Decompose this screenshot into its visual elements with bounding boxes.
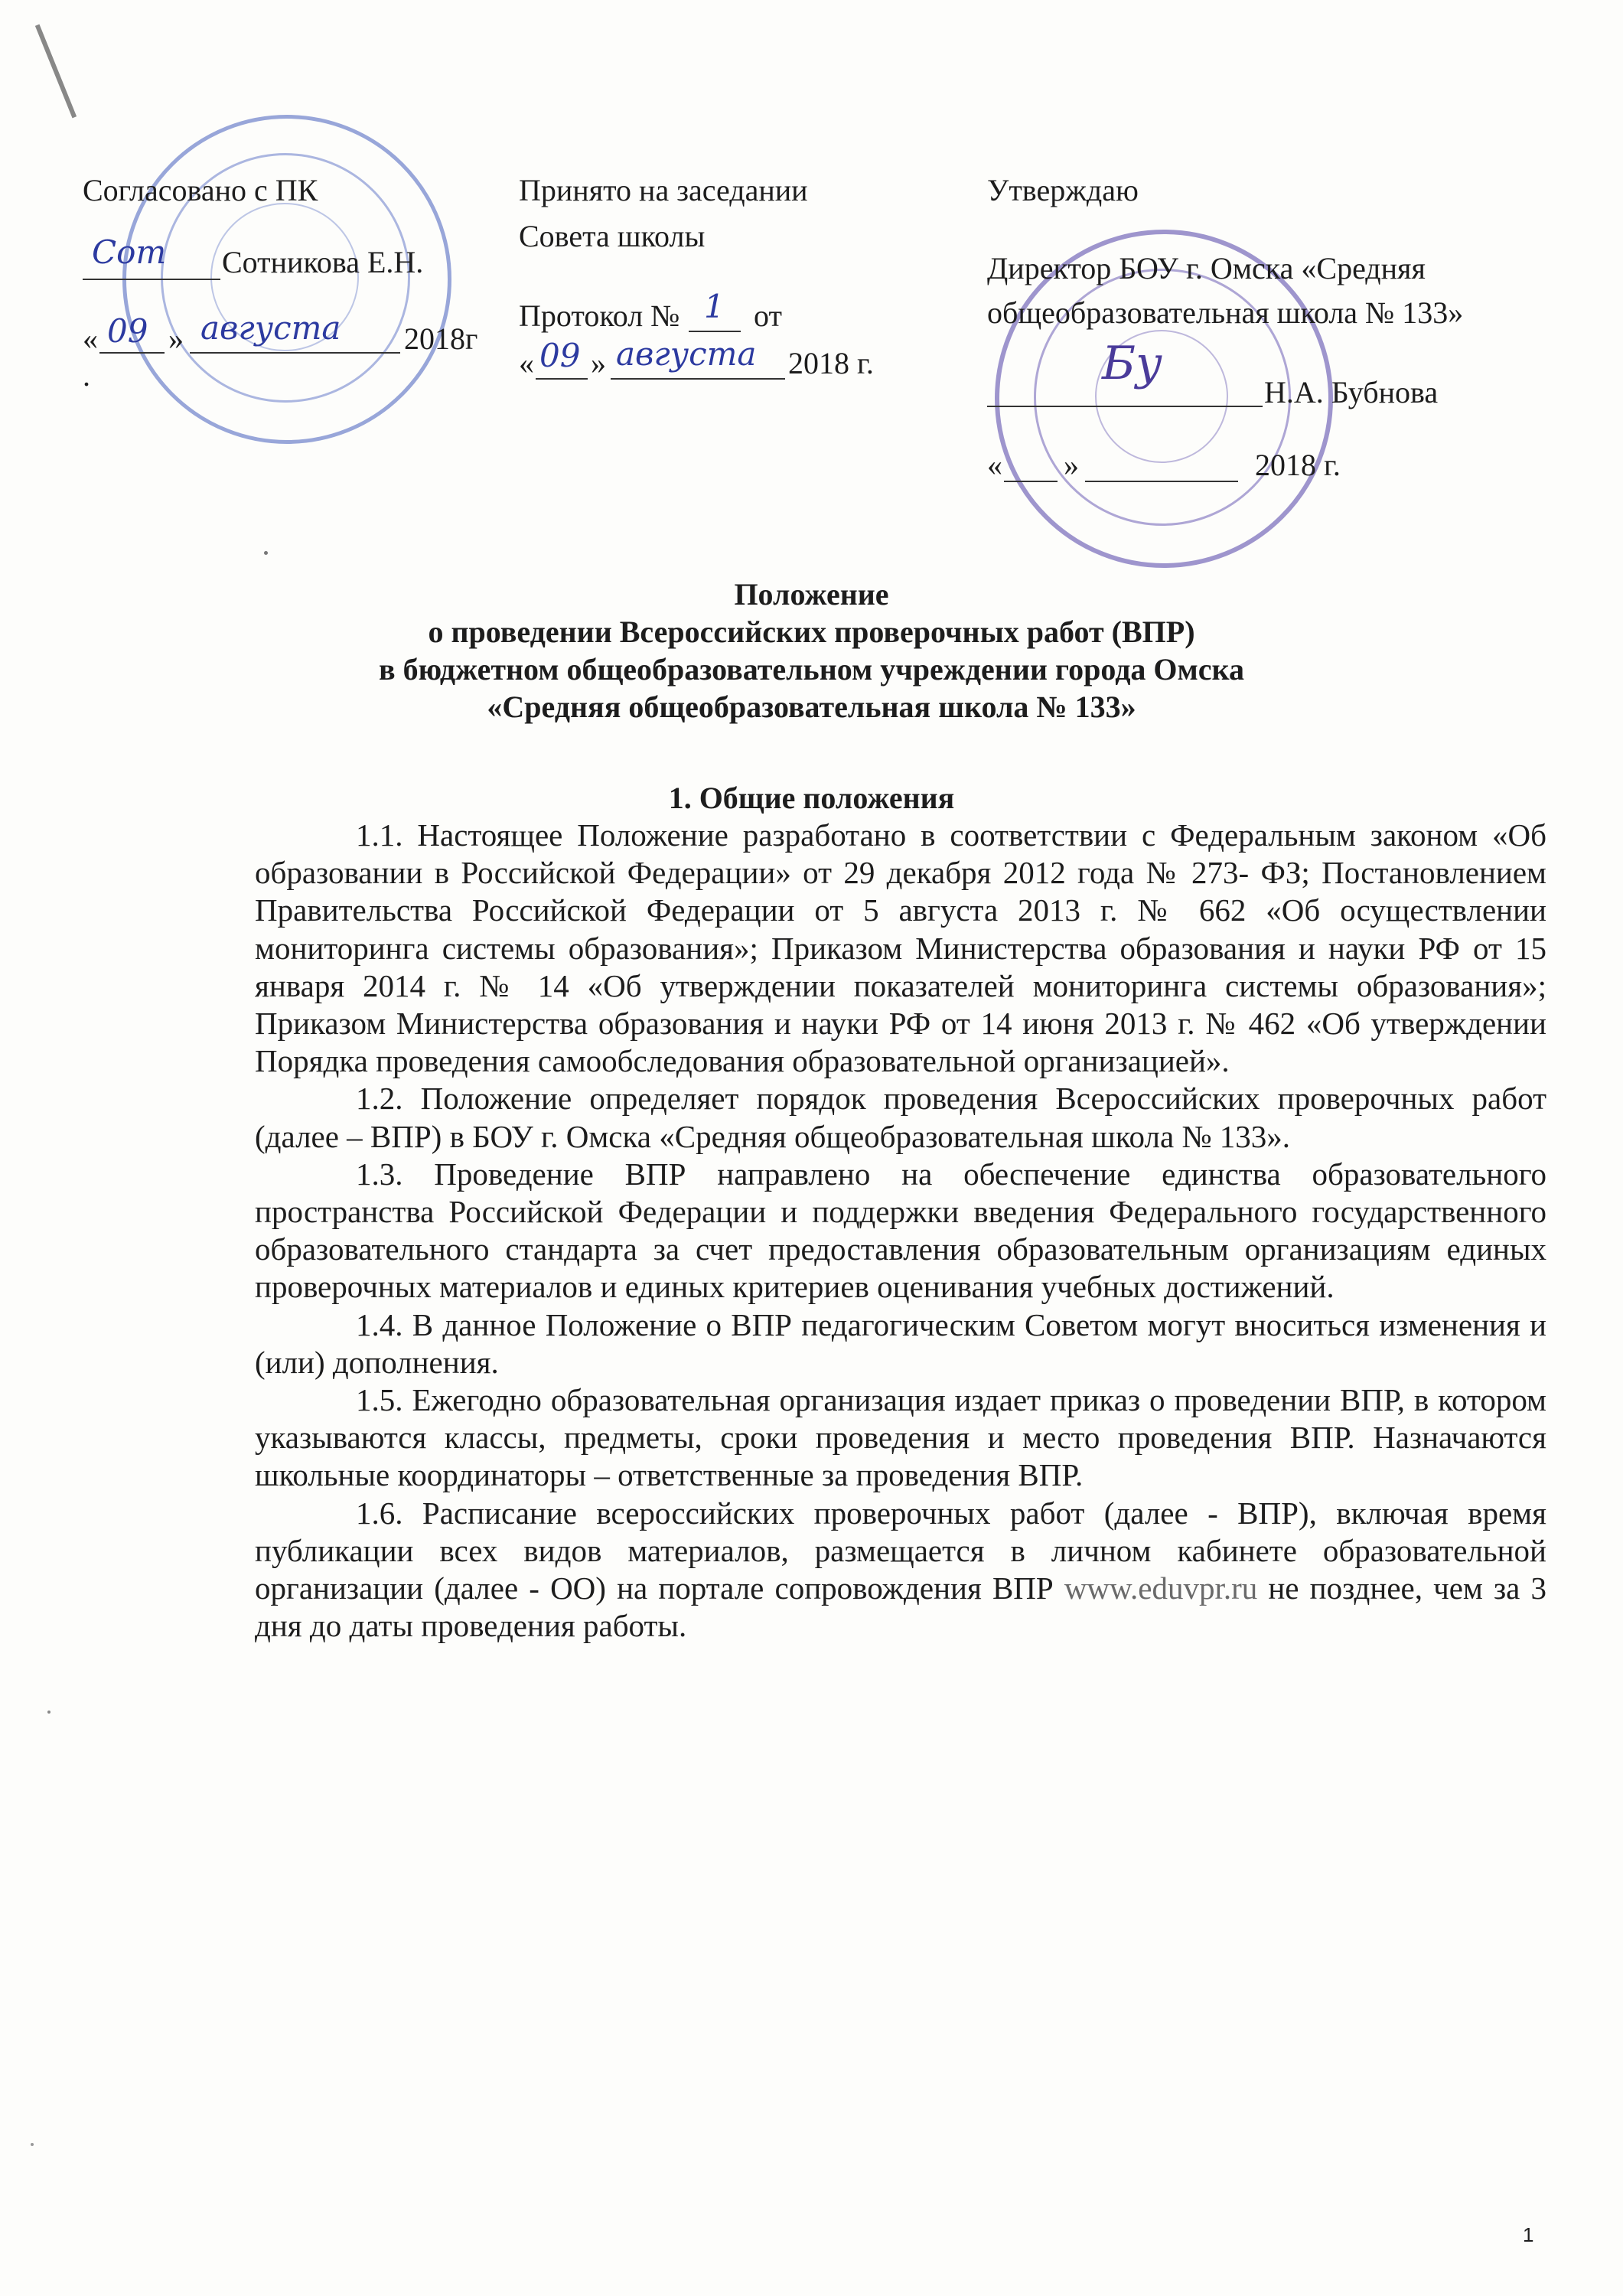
scan-dot xyxy=(47,1711,51,1714)
day-line xyxy=(99,352,165,354)
approve-label: Утверждаю xyxy=(987,173,1139,207)
document-subtitle: «Средняя общеобразовательная школа № 133» xyxy=(487,690,1136,724)
school-name: общеобразовательная школа № 133» xyxy=(987,295,1464,330)
document-subtitle: о проведении Всероссийских проверочных работ (ВПР) xyxy=(428,615,1195,649)
protocol-number-line xyxy=(689,331,741,332)
signature: Сот xyxy=(92,233,167,271)
paragraph: 1.2. Положение определяет порядок проведения Всероссийских проверочных работ (далее – ВПР) в БОУ г. Омска «Средняя общеобразовательная школа № 133». xyxy=(255,1081,1546,1154)
scan-dot xyxy=(264,551,268,555)
director-name: Н.А. Бубнова xyxy=(1264,375,1439,409)
director-title: Директор БОУ г. Омска «Средняя xyxy=(987,251,1426,285)
paragraph: 1.1. Настоящее Положение разработано в соответствии с Федеральным законом «Об образовании в Российской Федерации» от 29 декабря 2012 года № 273- ФЗ; Постановлением Правительства Российской Федерации от 5 августа 2013 г. № 662 «Об осуществлении мониторинга системы образования»; Приказом Министерства образования и науки РФ от 15 января 2014 г. № 14 «Об утверждении показателей мониторинга системы образования»; Приказом Министерства образования и науки РФ от 14 июня 2013 г. № 462 «Об утверждении Порядка проведения самообследования образовательной организацией». xyxy=(255,817,1546,1079)
paragraph-text: 1.6. Расписание всероссийских проверочных работ (далее - ВПР), включая время публикации всех видов материалов, размещается в личном кабинете образовательной организации (далее - ОО) на портале сопровождения ВПР xyxy=(255,1495,1546,1606)
date-close-quote: » xyxy=(168,321,184,356)
date-open-quote: « xyxy=(83,321,98,356)
scan-mark xyxy=(35,24,77,119)
date-year: 2018 г. xyxy=(788,346,874,380)
handwritten-protocol-number: 1 xyxy=(704,288,725,325)
date-open-quote: « xyxy=(987,448,1002,482)
paragraph-text: не позднее, чем за 3 дня до даты проведения работы. xyxy=(255,1570,1546,1644)
document-subtitle: в бюджетном общеобразовательном учреждении города Омска xyxy=(379,652,1244,687)
paragraph xyxy=(255,1495,1546,1645)
month-line xyxy=(190,352,400,354)
signatory-name: Сотникова Е.Н. xyxy=(222,245,424,279)
signature-line xyxy=(83,279,220,280)
director-signature: Бу xyxy=(1102,337,1162,390)
month-line xyxy=(611,378,785,380)
council-label: Совета школы xyxy=(519,219,706,253)
handwritten-month: августа xyxy=(616,335,757,373)
day-line xyxy=(1004,481,1058,482)
agreed-label: Согласовано с ПК xyxy=(83,173,318,207)
director-signature-line xyxy=(987,406,1263,407)
page-number: 1 xyxy=(1523,2223,1534,2246)
section-body xyxy=(255,817,1546,1645)
accepted-label: Принято на заседании xyxy=(519,173,808,207)
date-dot: . xyxy=(83,358,90,393)
protocol-label: Протокол № xyxy=(519,298,680,333)
date-close-quote: » xyxy=(1064,448,1079,482)
date-close-quote: » xyxy=(591,346,606,380)
paragraph: 1.5. Ежегодно образовательная организация издает приказ о проведении ВПР, в котором указываются классы, предметы, сроки проведения и место проведения ВПР. Назначаются школьные координаторы – ответственные за проведения ВПР. xyxy=(255,1382,1546,1493)
protocol-from: от xyxy=(754,298,782,333)
section-heading: 1. Общие положения xyxy=(668,781,955,815)
date-open-quote: « xyxy=(519,346,534,380)
paragraph: 1.4. В данное Положение о ВПР педагогическим Советом могут вноситься изменения и (или) дополнения. xyxy=(255,1306,1546,1380)
paragraph: 1.3. Проведение ВПР направлено на обеспечение единства образовательного пространства Российской Федерации и поддержки введения Федерального государственного образовательного стандарта за счет предоставления образовательным организациям единых проверочных материалов и единых критериев оценивания учебных достижений. xyxy=(255,1156,1546,1305)
scan-dot xyxy=(31,2143,34,2146)
month-line xyxy=(1085,481,1238,482)
portal-link[interactable]: www.eduvpr.ru xyxy=(1064,1570,1258,1606)
date-year: 2018 г. xyxy=(1255,448,1341,482)
handwritten-day: 09 xyxy=(539,337,581,374)
day-line xyxy=(536,378,588,380)
handwritten-day: 09 xyxy=(107,312,148,350)
date-year: 2018г xyxy=(404,321,478,356)
handwritten-month: августа xyxy=(200,309,341,347)
document-title: Положение xyxy=(734,577,889,612)
